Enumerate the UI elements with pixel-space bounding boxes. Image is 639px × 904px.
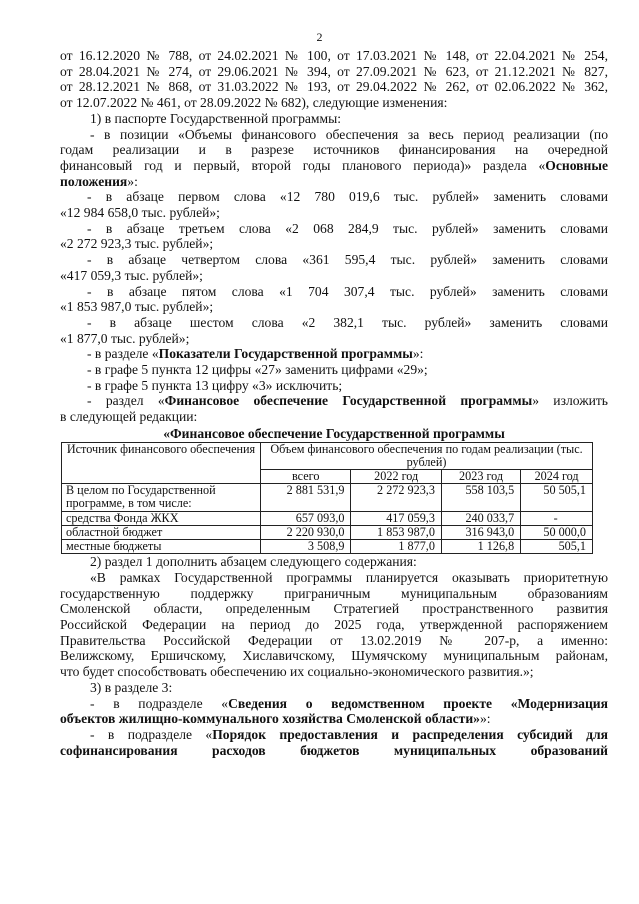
table-cell: В целом по Государственной программе, в том числе: [62,484,261,511]
paragraph-line: Правительства Российской Федерации от 13.02.2019 № 207-р, а именно: [60,632,608,648]
text-line: финансовый год и первый, второй годы планового периода)» раздела «Основные [60,157,608,173]
finance-table [61,442,593,555]
paragraph-line: государственную поддержку приграничным муниципальным образованиям [60,585,608,601]
replace-line: - в абзаце первом слова «12 780 019,6 тыс. рублей» заменить словами [87,189,608,205]
text-line: от 28.04.2021 № 274, от 29.06.2021 № 394, от 27.09.2021 № 623, от 21.12.2021 № 827, [60,63,608,79]
table-cell: 2 881 531,9 [261,484,351,511]
text-line: в следующей редакции: [60,409,198,425]
table-cell: 3 508,9 [261,540,351,554]
paragraph-line: Смоленской области, определенным Стратегией пространственного развития [60,601,608,617]
table-cell: 1 877,0 [351,540,441,554]
page-number: 2 [316,30,323,44]
text-line: от 28.12.2021 № 868, от 31.03.2022 № 193, от 29.04.2022 № 262, от 02.06.2022 № 362, [60,79,608,95]
text-line: - раздел «Финансовое обеспечение Государственной программы» изложить [87,393,608,409]
table-header-cell: 2022 год [351,469,441,483]
table-header-cell: 2024 год [521,469,593,483]
item-1-heading: 1) в паспорте Государственной программы: [90,110,342,126]
text-line: - в разделе «Показатели Государственной программы»: [87,346,424,362]
replace-line: - в абзаце пятом слова «1 704 307,4 тыс. рублей» заменить словами [87,283,608,299]
document-body [60,48,608,758]
table-header-cell: Источник финансового обеспечения [62,442,261,484]
table-header-cell: 2023 год [441,469,520,483]
table-cell: 1 126,8 [441,540,520,554]
text-line: - в позиции «Объемы финансового обеспечения за весь период реализации (по [90,126,608,142]
text-line: - в графе 5 пункта 13 цифру «3» исключить; [87,377,343,393]
replace-line: - в абзаце четвертом слова «361 595,4 тыс. рублей» заменить словами [87,252,608,268]
text-line: объектов жилищно-коммунального хозяйства Смоленской области»»: [60,711,491,727]
table-cell: 2 272 923,3 [351,484,441,511]
table-row [62,484,593,511]
table-cell: 50 000,0 [521,525,593,539]
text-line: - в подразделе «Порядок предоставления и распределения субсидий для [90,726,608,742]
table-cell: 1 853 987,0 [351,525,441,539]
table-cell: областной бюджет [62,525,261,539]
table-cell: 316 943,0 [441,525,520,539]
replace-line: «2 272 923,3 тыс. рублей»; [60,236,214,252]
table-header-cell: Объем финансового обеспечения по годам реализации (тыс. рублей) [261,442,593,469]
item-2-heading: 2) раздел 1 дополнить абзацем следующего содержания: [90,554,417,570]
paragraph-line: «В рамках Государственной программы планируется оказывать приоритетную [90,569,608,585]
table-row [62,511,593,525]
table-header-cell: всего [261,469,351,483]
replace-line: «417 059,3 тыс. рублей»; [60,267,203,283]
replace-line: - в абзаце шестом слова «2 382,1 тыс. рублей» заменить словами [87,314,608,330]
text-line: - в подразделе «Сведения о ведомственном проекте «Модернизация [90,695,608,711]
text-line: от 12.07.2022 № 461, от 28.09.2022 № 682), следующие изменения: [60,95,448,111]
table-cell: 657 093,0 [261,511,351,525]
text-line: от 16.12.2020 № 788, от 24.02.2021 № 100, от 17.03.2021 № 148, от 22.04.2021 № 254, [60,48,608,63]
table-row [62,525,593,539]
replace-line: «12 984 658,0 тыс. рублей»; [60,205,220,221]
paragraph-line: Российской Федерации на период до 2025 года, утвержденной распоряжением [60,617,608,633]
table-cell: средства Фонда ЖКХ [62,511,261,525]
replace-line: - в абзаце третьем слова «2 068 284,9 тыс. рублей» заменить словами [87,220,608,236]
table-cell: 240 033,7 [441,511,520,525]
table-cell: 505,1 [521,540,593,554]
table-cell: - [521,511,593,525]
table-title: «Финансовое обеспечение Государственной программы [163,425,505,441]
text-line: годам реализации и в разрезе источников финансирования на очередной [60,142,608,158]
text-line: положения»: [60,173,138,189]
paragraph-line: что будет способствовать обеспечению их социально-экономического развития.»; [60,664,534,680]
table-row [62,540,593,554]
table-cell: 558 103,5 [441,484,520,511]
paragraph-line: Велижскому, Ершичскому, Хиславичскому, Шумячскому муниципальным районам, [60,648,608,664]
replace-line: «1 877,0 тыс. рублей»; [60,330,190,346]
table-cell: 417 059,3 [351,511,441,525]
table-cell: 50 505,1 [521,484,593,511]
text-line: софинансирования расходов бюджетов муниципальных образований [60,742,608,758]
replace-line: «1 853 987,0 тыс. рублей»; [60,299,214,315]
item-3-heading: 3) в разделе 3: [90,679,173,695]
table-header-row [62,442,593,469]
text-line: - в графе 5 пункта 12 цифры «27» заменить цифрами «29»; [87,362,428,378]
table-cell: 2 220 930,0 [261,525,351,539]
table-cell: местные бюджеты [62,540,261,554]
